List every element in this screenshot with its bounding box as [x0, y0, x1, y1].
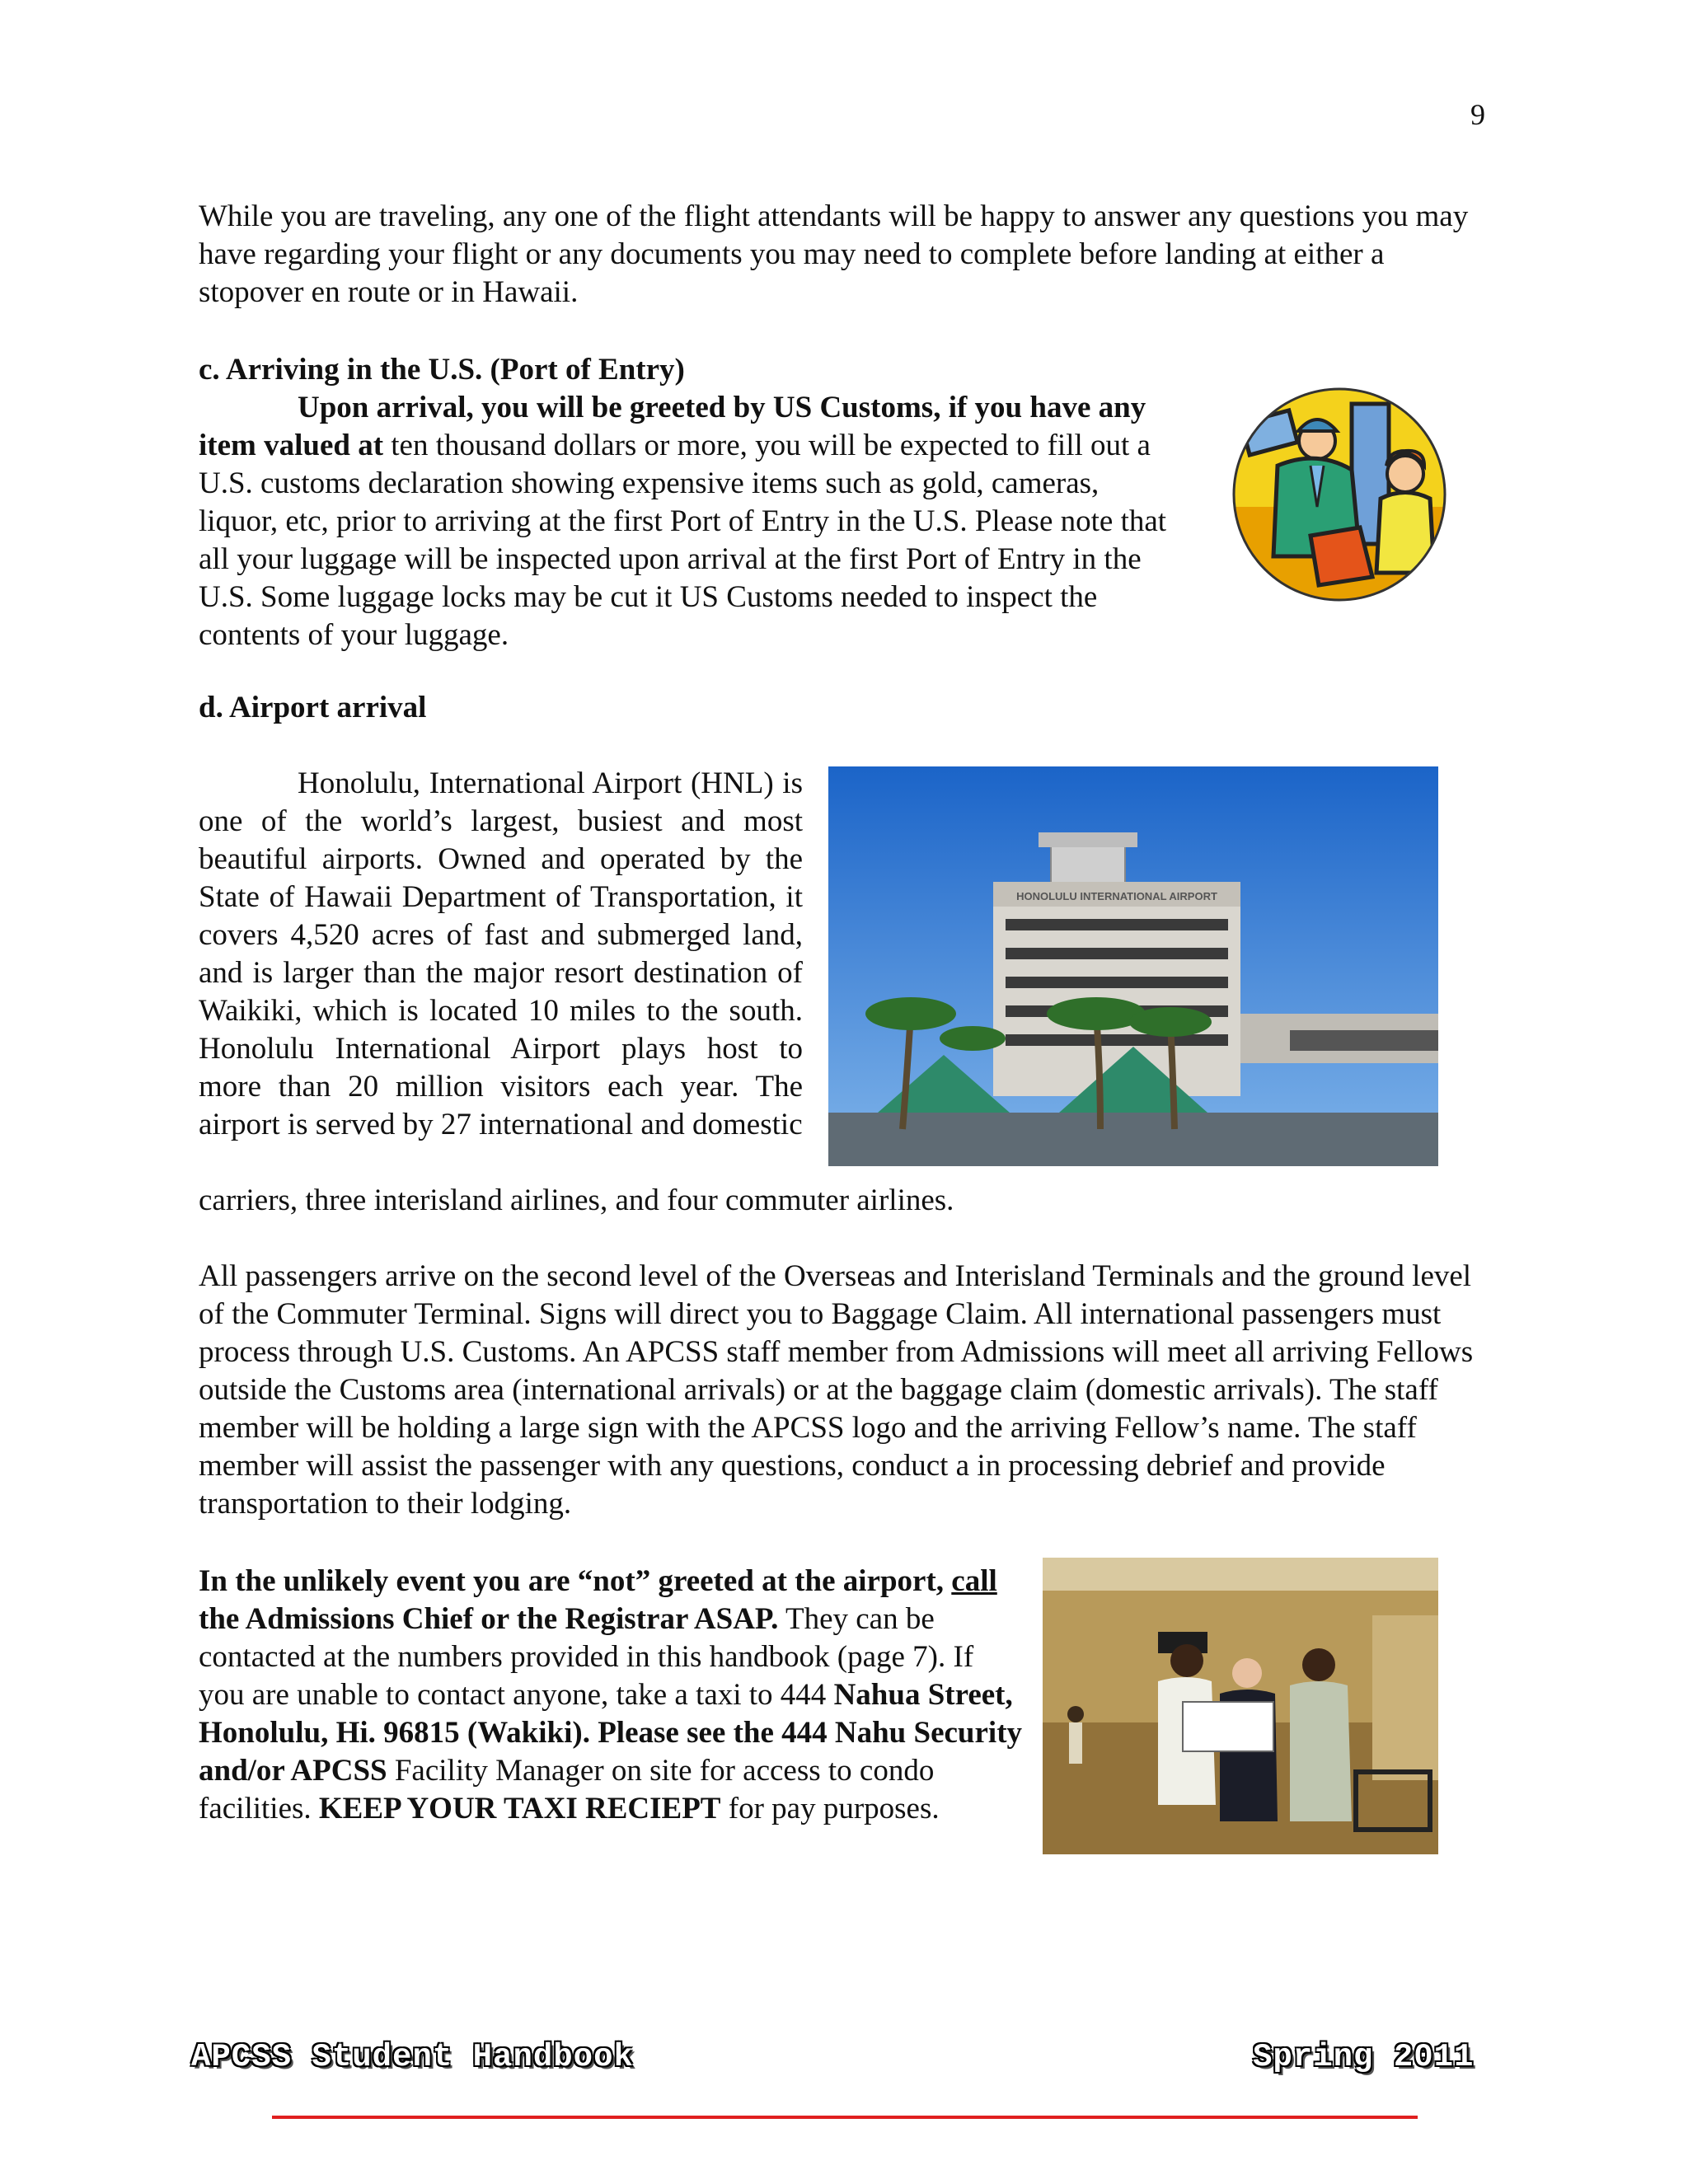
footer-right-term: Spring 2011: [1253, 2039, 1475, 2075]
passengers-paragraph: [199, 1258, 1493, 1523]
page-number: 9: [1470, 98, 1485, 131]
section-c-paragraph: [199, 389, 1179, 654]
intro-paragraph: [199, 198, 1484, 312]
intro-text: While you are traveling, any one of the flight attendants will be happy to answer any questions you may have regarding your flight or any documents you may need to complete before landing at either a stopover en route or in Hawaii.: [199, 199, 1469, 309]
section-c-bold-lead-2: any item valued at: [199, 391, 1146, 462]
section-d-heading-text: d. Airport arrival: [199, 691, 427, 724]
unlikely-event-normal-2: Facility Manager on site for access to condo facilities.: [199, 1754, 935, 1825]
airport-paragraph-end-text: carriers, three interisland airlines, and four commuter airlines.: [199, 1183, 954, 1217]
unlikely-event-bold-2: the Admissions Chief or the Registrar ASAP.: [199, 1602, 779, 1636]
airport-paragraph: [199, 765, 803, 1144]
customs-clipart-image: [1228, 383, 1451, 606]
section-c-bold-lead-1: Upon arrival, you will be greeted by US Customs, if you have: [298, 391, 1091, 424]
airport-paragraph-text: Honolulu, International Airport (HNL) is one of the world’s largest, busiest and most beautiful airports. Owned and operated by the State of Hawaii Department of Transportation, it covers 4,520 acres of fast and submerged land, and is larger than the major resort destination of Waikiki, which is located 10 miles to the south. Honolulu International Airport plays host to more than 20 million visitors each year. The airport is served by 27 international and domestic: [199, 766, 803, 1141]
airport-paragraph-end: [199, 1182, 1188, 1220]
keep-receipt-notice: KEEP YOUR TAXI RECIEPT: [318, 1792, 721, 1825]
airport-greeting-photo: [1043, 1558, 1438, 1854]
section-c-heading: [199, 351, 1188, 389]
footer-rule: [272, 2116, 1418, 2119]
unlikely-event-normal-3: for pay purposes.: [720, 1792, 940, 1825]
unlikely-event-address: Nahua Street, Honolulu, Hi. 96815 (Wakiki). Please see the 444 Nahu Security and/or APCSS: [199, 1678, 1023, 1788]
passengers-paragraph-text: All passengers arrive on the second level of the Overseas and Interisland Terminals and the ground level of the Commuter Terminal. Signs will direct you to Baggage Claim. All international passengers must process through U.S. Customs. An APCSS staff member from Admissions will meet all arriving Fellows outside the Customs area (international arrivals) or at the baggage claim (domestic arrivals). The staff member will be holding a large sign with the APCSS logo and the arriving Fellow’s name. The staff member will assist the passenger with any questions, conduct a in processing debrief and provide transportation to their lodging.: [199, 1259, 1474, 1521]
honolulu-airport-photo: [828, 766, 1438, 1166]
unlikely-event-paragraph: [199, 1563, 1023, 1828]
section-c-body: ten thousand dollars or more, you will be expected to fill out a U.S. customs declaration showing expensive items such as gold, cameras, liquor, etc, prior to arriving at the first Port of Entry in the U.S. Please note that all your luggage will be inspected upon arrival at the first Port of Entry in the U.S. Some luggage locks may be cut it US Customs needed to inspect the contents of your luggage.: [199, 429, 1167, 652]
unlikely-event-normal-1: They can be contacted at the numbers provided in this handbook (page 7). If you are unable to contact anyone, take a taxi to 444: [199, 1602, 974, 1712]
footer-left-title: APCSS Student Handbook: [191, 2039, 634, 2075]
unlikely-event-bold-1: In the unlikely event you are “not” greeted at the airport,: [199, 1564, 945, 1598]
section-c-heading-text: c. Arriving in the U.S. (Port of Entry): [199, 353, 685, 387]
section-d-heading: [199, 689, 858, 727]
airport-sign-text: HONOLULU INTERNATIONAL AIRPORT: [1016, 890, 1217, 902]
call-underlined: call: [951, 1564, 997, 1598]
